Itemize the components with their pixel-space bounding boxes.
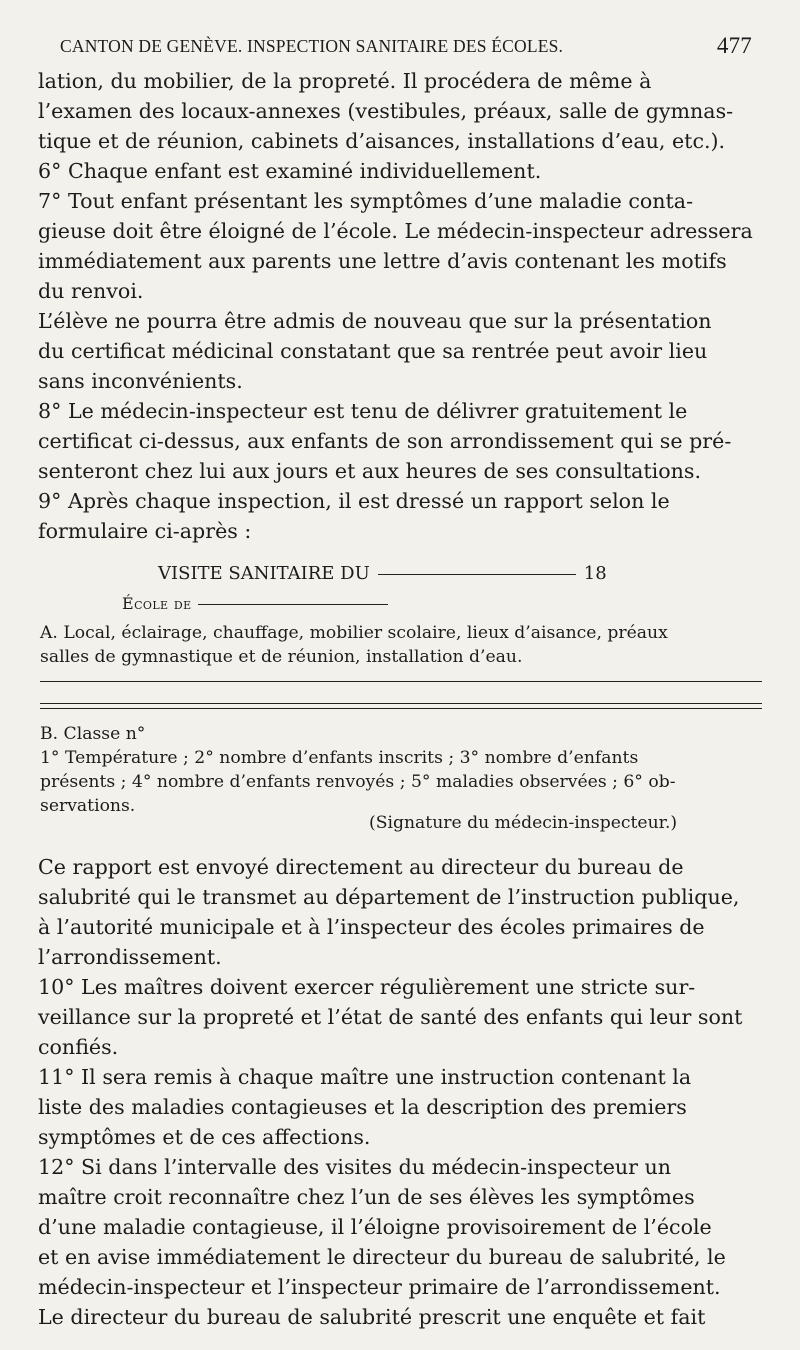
form-ecole (122, 594, 388, 613)
form-ecole-label: École de (122, 594, 192, 613)
form-section-b: B. Classe n° 1° Température ; 2° nombre d’enfants inscrits ; 3° nombre d’enfants présents ; 4° nombre d’enfants renvoyés ; 5° maladies observées ; 6° ob- servations. (40, 724, 676, 816)
form-year: 18 (583, 563, 607, 584)
running-title: CANTON DE GENÈVE. INSPECTION SANITAIRE DES ÉCOLES. (60, 36, 564, 56)
form-date-blank (378, 574, 576, 575)
form-rule (40, 681, 762, 682)
body-text-bottom: Ce rapport est envoyé directement au directeur du bureau de salubrité qui le transmet au département de l’instruction publique, à l’autorité municipale et à l’inspecteur des écoles primaires de l’arrondissement. 10° Les maîtres doivent exercer régulièrement une stricte sur- veillance sur la propreté et l’état de santé des enfants qui leur sont confiés. 11° Il sera remis à chaque maître une instruction contenant la liste des maladies contagieuses et la description des premiers symptômes et de ces affections. 12° Si dans l’intervalle des visites du médecin-inspecteur un maître croit reconnaître chez l’un de ses élèves les symptômes d’une maladie contagieuse, il l’éloigne provisoirement de l’école et en avise immédiatement le directeur du bureau de salubrité, le médecin-inspecteur et l’inspecteur primaire de l’arrondissement. Le directeur du bureau de salubrité prescrit une enquête et fait (38, 855, 743, 1329)
form-rule (40, 703, 762, 704)
body-text-top: lation, du mobilier, de la propreté. Il procédera de même à l’examen des locaux-annexes (vestibules, préaux, salle de gymnas- tique et de réunion, cabinets d’aisances, installations d’eau, etc.). 6° Chaque enfant est examiné individuellement. 7° Tout enfant présentant les symptômes d’une maladie conta- gieuse doit être éloigné de l’école. Le médecin-inspecteur adressera immédiatement aux parents une lettre d’avis contenant les motifs du renvoi. L’élève ne pourra être admis de nouveau que sur la présentation du certificat médicinal constatant que sa rentrée peut avoir lieu sans inconvénients. 8° Le médecin-inspecteur est tenu de délivrer gratuitement le certificat ci-dessus, aux enfants de son arrondissement qui se pré- senteront chez lui aux jours et aux heures de ses consultations. 9° Après chaque inspection, il est dressé un rapport selon le formulaire ci-après : (38, 69, 753, 543)
form-title-label: VISITE SANITAIRE DU (158, 563, 370, 584)
running-header (60, 33, 752, 62)
form-signature: (Signature du médecin-inspecteur.) (369, 813, 678, 833)
form-title (158, 563, 628, 585)
form-rule (40, 708, 762, 709)
page-number: 477 (716, 33, 752, 58)
form-section-a: A. Local, éclairage, chauffage, mobilier scolaire, lieux d’aisance, préaux salles de gymnastique et de réunion, installation d’eau. (40, 623, 668, 667)
form-ecole-blank (198, 604, 388, 605)
